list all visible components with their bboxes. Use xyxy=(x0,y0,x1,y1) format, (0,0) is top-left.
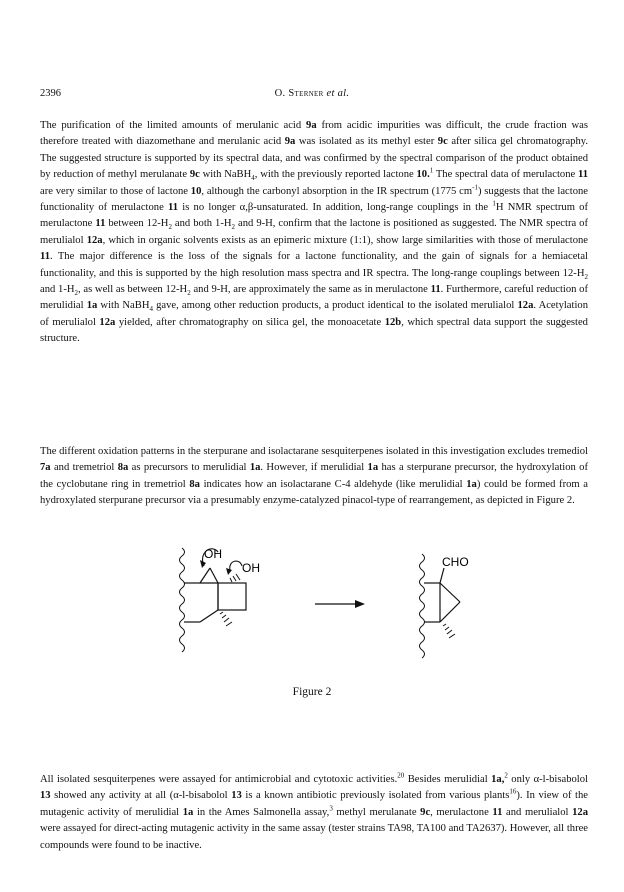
subscript: 4 xyxy=(251,174,255,183)
subscript: 2 xyxy=(168,223,172,232)
compound-number: 1a xyxy=(466,478,477,490)
cho-label: CHO xyxy=(442,555,469,569)
subscript: 2 xyxy=(187,289,191,298)
compound-number: 12a xyxy=(99,316,116,328)
subscript: 2 xyxy=(231,223,236,232)
compound-number: 12a xyxy=(572,806,589,818)
compound-number: 10. xyxy=(416,169,430,181)
running-head: O. Sterner et al. xyxy=(274,88,350,99)
compound-number: 9a xyxy=(306,120,317,131)
superscript: 1 xyxy=(429,166,434,175)
compound-number: 13 xyxy=(231,790,242,802)
compound-number: 1a xyxy=(367,462,379,474)
oh-label-2: OH xyxy=(242,561,260,575)
compound-number: 12a xyxy=(517,300,534,312)
compound-number: 1a, xyxy=(491,774,505,785)
reaction-scheme xyxy=(160,538,490,668)
superscript: 1 xyxy=(492,199,496,208)
subscript: 2 xyxy=(584,272,588,281)
compound-number: 11 xyxy=(168,202,179,214)
superscript: 2 xyxy=(504,771,508,780)
superscript: 16 xyxy=(509,787,517,796)
compound-number: 9c xyxy=(189,169,200,181)
compound-number: 8a xyxy=(189,478,200,490)
superscript: 3 xyxy=(329,804,333,813)
compound-number: 11 xyxy=(577,169,588,181)
page-header xyxy=(40,88,584,102)
compound-number: 1a xyxy=(86,300,98,312)
compound-number: 9c xyxy=(437,136,448,148)
compound-number: 11 xyxy=(40,251,51,263)
compound-number: 11 xyxy=(492,806,503,818)
compound-number: 8a xyxy=(117,462,129,474)
superscript: 20 xyxy=(397,771,405,780)
compound-number: 9c xyxy=(420,806,431,818)
body-paragraph: All isolated sesquiterpenes were assayed for antimicrobial and cytotoxic activities.$^{20}$ Besides merulidial 1a,$^2$ only α-l-bisabolol 13 showed any activity at all (α-l-bisabolol 13 is a known antibiotic previously isolated from various plants$^{16}$). In view of the mutagenic activity of merulidial 1a in the Ames Salmonella assay,$^3$ methyl merulanate 9c, merulactone 11 and merulialol 12a were assayed for direct-acting mutagenic activity in the same assay (tester strains TA98, TA100 and TA2637). However, all three compounds were found to be inactive. xyxy=(40,771,589,851)
compound-number: 11 xyxy=(430,284,441,296)
wavy-bond xyxy=(180,548,185,652)
compound-number: 1a xyxy=(182,806,194,818)
compound-number: 1a xyxy=(249,462,261,474)
subscript: 2 xyxy=(74,289,78,298)
compound-number: 12a xyxy=(86,234,103,246)
compound-number: 9a xyxy=(284,136,296,148)
body-paragraph: The purification of the limited amounts of merulanic acid 9a from acidic impurities was difficult, the crude fraction was therefore treated with diazomethane and merulanic acid 9a was isolated as its methyl ester 9c after silica gel chromatography. The suggested structure is supported by its spectral data, and was confirmed by the spectral comparison of the product obtained by reduction of methyl merulanate 9c with NaBH$_4$, with the previously reported lactone 10.$^1$ The spectral data of merulactone 11 are very similar to those of lactone 10, although the carbonyl absorption in the IR spectrum (1775 $cm^{-1}$) suggests that the lactone functionality of merulactone 11 is no longer α,β-unsaturated. In addition, long-range couplings in the $^1$H NMR spectrum of merulactone 11 between $12-H_2$ and both $1-H_2$ and 9-H, confirm that the lactone is positioned as suggested. The NMR spectra of merulialol 12a, which in organic solvents exists as an epimeric mixture (1:1), show large similarities with those of merulactone 11. The major difference is the loss of the signals for a lactone functionality, and the gain of signals for a hemiacetal functionality, and this is supported by the high resolution mass spectra and IR spectra. The long-range couplings between $12-H_2$ and $1-H_2$, as well as between $12-H_2$ and 9-H, are approximately the same as in merulactone 11. Furthermore, careful reduction of merulidial 1a with NaBH$_4$ gave, among other reduction products, a product identical to the isolated merulialol 12a. Acetylation of merulialol 12a yielded, after chromatography on silica gel, the monoacetate 12b, which spectral data support the suggested structure. xyxy=(40,120,589,345)
body-paragraph: The different oxidation patterns in the sterpurane and isolactarane sesquiterpenes isolated in this investigation excludes tremediol 7a and tremetriol 8a as precursors to merulidial 1a. However, if merulidial 1a has a sterpurane precursor, the hydroxylation of the cyclobutane ring in tremetriol 8a indicates how an isolactarane C-4 aldehyde (like merulidial 1a) could be formed from a hydroxylated sterpurane precursor via a presumably enzyme-catalyzed pinacol-type of rearrangement, as depicted in Figure 2. xyxy=(40,446,588,507)
figure-caption: Figure 2 xyxy=(292,686,332,698)
compound-number: 11 xyxy=(95,218,106,230)
compound-number: 12b xyxy=(384,316,402,328)
compound-number: 7a xyxy=(40,462,51,474)
oh-label-1: OH xyxy=(204,547,222,561)
compound-number: 10 xyxy=(190,185,202,197)
subscript: 4 xyxy=(149,305,153,314)
superscript: -1 xyxy=(472,183,478,192)
compound-number: 13 xyxy=(40,790,51,802)
page-number: 2396 xyxy=(40,88,61,99)
